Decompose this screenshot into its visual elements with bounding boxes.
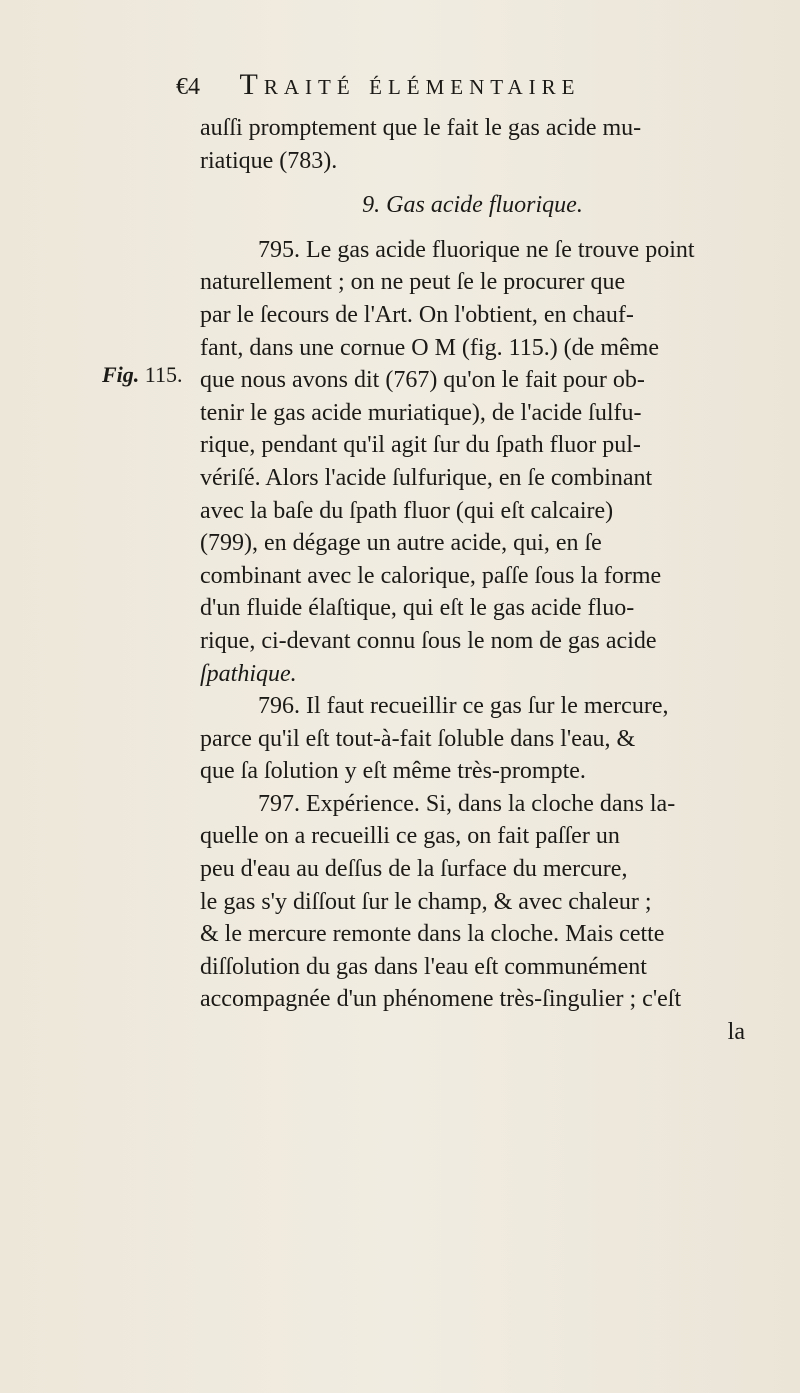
text-line: naturellement ; on ne peut ſe le procurer que [200, 269, 626, 296]
text-line: auſſi promptement que le fait le gas acide mu- [200, 115, 642, 141]
paragraph-start: 797. Expérience. Si, dans la cloche dans la- [258, 790, 676, 817]
text-line: fant, dans une cornue O M (fig. 115.) (de même [200, 334, 659, 361]
text-line: peu d'eau au deſſus de la ſurface du mercure, [200, 856, 628, 883]
text-line: que nous avons dit (767) qu'on le fait pour ob- [200, 367, 645, 394]
text-line: accompagnée d'un phénomene très-ſingulier ; c'eſt [200, 986, 682, 1013]
text-line: (799), en dégage un autre acide, qui, en ſe [200, 530, 602, 557]
paragraph-start: 795. Le gas acide fluorique ne ſe trouve point [258, 236, 695, 263]
running-title: Traité élémentaire [239, 68, 581, 101]
text-line: vériſé. Alors l'acide ſulfurique, en ſe combinant [200, 464, 653, 491]
body-text [200, 112, 745, 1049]
catchword: la [727, 1019, 745, 1046]
figure-margin-note [102, 362, 182, 388]
figure-number: 115. [144, 362, 183, 387]
text-line: tenir le gas acide muriatique), de l'acide ſulfu- [200, 399, 642, 426]
section-heading: 9. Gas acide fluorique. [362, 192, 583, 219]
text-line: avec la baſe du ſpath fluor (qui eſt calcaire) [200, 497, 614, 524]
text-line: que ſa ſolution y eſt même très-prompte. [200, 758, 586, 785]
running-header [176, 68, 580, 102]
text-line: quelle on a recueilli ce gas, on fait paſſer un [200, 823, 620, 850]
text-line: ſpathique. [200, 660, 297, 687]
text-line: parce qu'il eſt tout-à-fait ſoluble dans l'eau, & [200, 725, 636, 752]
text-line: combinant avec le calorique, paſſe ſous la forme [200, 562, 662, 589]
text-line: le gas s'y diſſout ſur le champ, & avec chaleur ; [200, 888, 652, 915]
text-line: rique, ci-devant connu ſous le nom de gas acide [200, 627, 657, 654]
figure-label: Fig. [102, 362, 140, 387]
text-line: par le ſecours de l'Art. On l'obtient, en chauf- [200, 301, 634, 328]
paragraph-start: 796. Il faut recueillir ce gas ſur le mercure, [258, 693, 669, 720]
text-line: d'un fluide élaſtique, qui eſt le gas acide fluo- [200, 595, 635, 622]
text-line: rique, pendant qu'il agit ſur du ſpath fluor pul- [200, 432, 641, 459]
text-line: & le mercure remonte dans la cloche. Mais cette [200, 921, 665, 948]
text-line: riatique (783). [200, 147, 338, 174]
page-number: €4 [176, 74, 200, 100]
text-line: diſſolution du gas dans l'eau eſt communément [200, 953, 647, 980]
